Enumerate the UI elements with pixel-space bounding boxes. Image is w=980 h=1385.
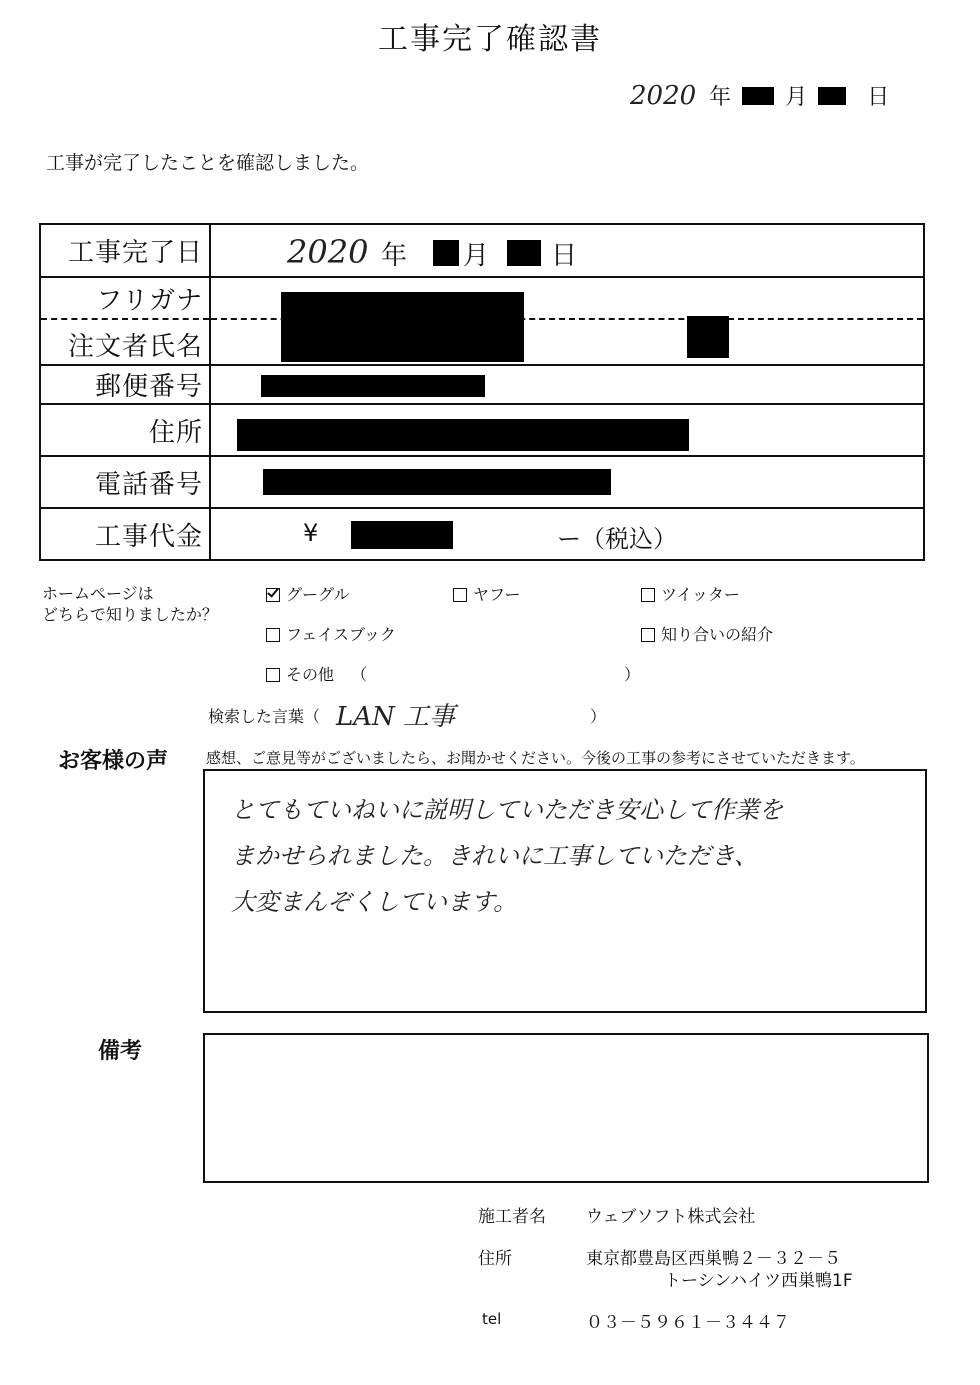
row-address	[40, 404, 924, 456]
option-google-label: グーグル	[286, 585, 350, 604]
completion-year-suffix: 年	[381, 241, 408, 271]
voice-line: まかせられました。きれいに工事していただき、	[231, 842, 759, 870]
redacted-postal-code	[261, 375, 485, 397]
label-postal-code: 郵便番号	[40, 365, 210, 404]
completion-year: 2020	[287, 233, 369, 271]
label-name-cell	[40, 277, 210, 365]
customer-voice-label: お客様の声	[58, 749, 169, 774]
label-orderer-name: 注文者氏名	[67, 332, 203, 362]
redacted-address	[237, 419, 689, 451]
voice-line: とてもていねいに説明していただき安心して作業を	[231, 796, 783, 824]
value-name	[210, 277, 924, 365]
row-name	[40, 277, 924, 365]
voice-line: 大変まんぞくしています。	[231, 888, 518, 916]
redacted-month	[742, 87, 774, 105]
contractor-address-label: 住所	[478, 1249, 512, 1269]
other-open-paren: （	[351, 665, 368, 684]
header-date-month-suffix: 月	[785, 85, 808, 110]
option-other[interactable]	[266, 662, 367, 685]
redacted-phone	[263, 469, 611, 495]
contractor-name-label: 施工者名	[478, 1207, 546, 1227]
other-close-paren: ）	[624, 665, 641, 684]
value-phone	[210, 456, 924, 508]
customer-voice-box[interactable]	[203, 769, 927, 1013]
search-words-close: ）	[590, 707, 607, 726]
intro-text: 工事が完了したことを確認しました。	[46, 152, 370, 174]
label-address: 住所	[40, 404, 210, 456]
header-date-day-suffix: 日	[867, 85, 890, 110]
document-title: 工事完了確認書	[378, 22, 602, 57]
checkbox-icon[interactable]	[641, 588, 655, 602]
value-postal-code	[210, 365, 924, 404]
search-words-value: LAN 工事	[336, 702, 456, 732]
furigana-divider-left	[41, 318, 209, 320]
option-yahoo[interactable]	[453, 582, 521, 605]
label-price: 工事代金	[40, 508, 210, 560]
contractor-address-line2: トーシンハイツ西巣鴨1F	[664, 1271, 853, 1291]
survey-question	[42, 583, 218, 625]
completion-day-suffix: 日	[551, 241, 578, 271]
redacted-completion-day	[507, 240, 541, 266]
header-date	[630, 80, 889, 111]
option-referral[interactable]	[641, 622, 773, 645]
redacted-price	[351, 521, 453, 549]
value-address	[210, 404, 924, 456]
remarks-box[interactable]	[203, 1033, 929, 1183]
checkbox-icon[interactable]	[266, 628, 280, 642]
contractor-name: ウェブソフト株式会社	[586, 1207, 756, 1227]
option-twitter[interactable]	[641, 582, 740, 605]
option-yahoo-label: ヤフー	[473, 585, 521, 604]
option-facebook[interactable]	[266, 622, 396, 645]
survey-question-line2: どちらで知りましたか？	[42, 605, 218, 624]
redacted-name	[281, 292, 524, 362]
header-date-year-suffix: 年	[709, 85, 732, 110]
option-other-label: その他	[286, 665, 335, 684]
option-google[interactable]	[266, 582, 350, 605]
completion-month-suffix: 月	[463, 241, 490, 271]
price-yen: ¥	[303, 519, 319, 547]
customer-voice-instruction: 感想、ご意見等がございましたら、お聞かせください。今後の工事の参考にさせていただきます。	[206, 749, 865, 767]
checkbox-icon[interactable]	[266, 668, 280, 682]
value-completion-date	[210, 224, 924, 277]
search-words-label: 検索した言葉（	[208, 707, 321, 726]
redacted-day	[818, 87, 846, 105]
row-phone	[40, 456, 924, 508]
checkbox-checked-icon[interactable]	[266, 588, 280, 602]
survey-question-line1: ホームページは	[42, 584, 154, 603]
contractor-address-line1: 東京都豊島区西巣鴨２－３２－５	[586, 1249, 841, 1269]
contractor-tel-label: tel	[482, 1310, 502, 1328]
price-suffix: ー（税込）	[557, 525, 677, 553]
redacted-completion-month	[433, 240, 459, 266]
option-facebook-label: フェイスブック	[286, 625, 396, 644]
header-date-year: 2020	[630, 80, 697, 111]
option-referral-label: 知り合いの紹介	[661, 625, 774, 644]
remarks-label: 備考	[98, 1039, 143, 1064]
checkbox-icon[interactable]	[453, 588, 467, 602]
info-table	[39, 223, 925, 561]
contractor-tel: ０３－５９６１－３４４７	[586, 1313, 790, 1333]
label-phone: 電話番号	[40, 456, 210, 508]
option-twitter-label: ツイッター	[661, 585, 740, 604]
row-completion-date	[40, 224, 924, 277]
label-completion-date: 工事完了日	[40, 224, 210, 277]
row-price	[40, 508, 924, 560]
redacted-seal	[687, 316, 729, 358]
checkbox-icon[interactable]	[641, 628, 655, 642]
value-price	[210, 508, 924, 560]
row-postal	[40, 365, 924, 404]
label-furigana: フリガナ	[96, 286, 203, 316]
